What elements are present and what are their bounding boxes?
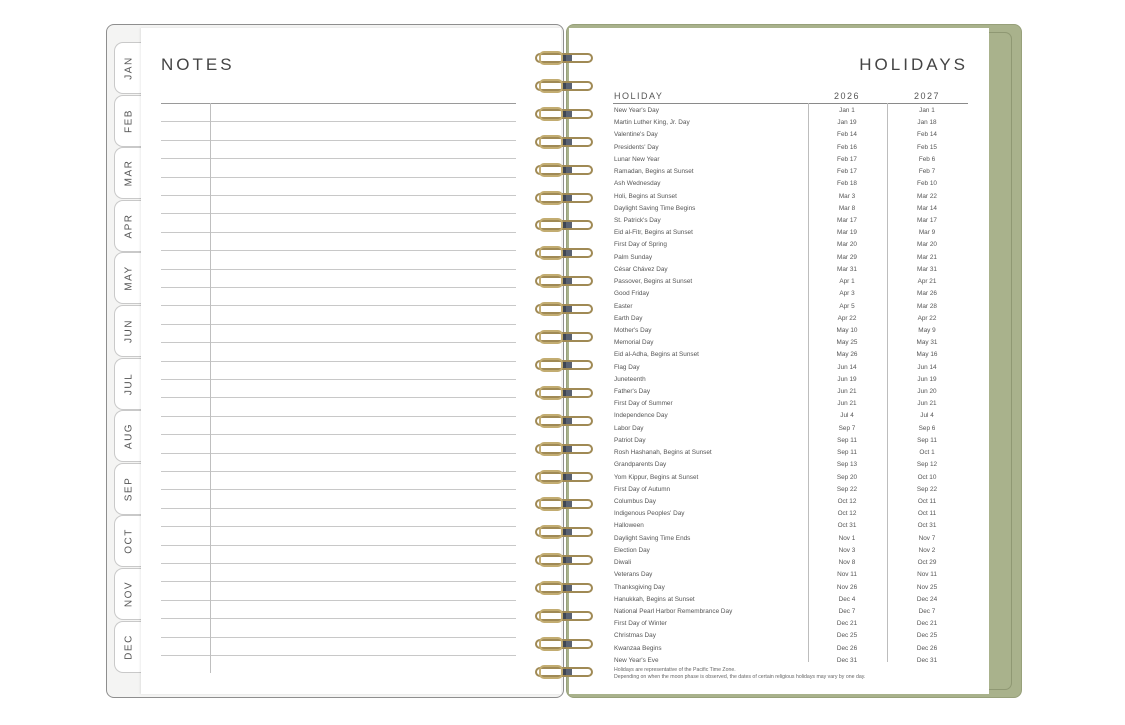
holiday-name: First Day of Spring	[614, 241, 667, 249]
ruled-line	[161, 471, 516, 472]
date-2027: Feb 15	[917, 143, 937, 151]
month-tab-may[interactable]	[114, 252, 142, 304]
holiday-row	[613, 264, 968, 276]
date-2027: Nov 11	[917, 571, 937, 579]
spiral-coil	[535, 191, 593, 205]
holiday-row	[613, 349, 968, 361]
holiday-name: First Day of Autumn	[614, 485, 671, 493]
spiral-coil	[535, 107, 593, 121]
holiday-name: Columbus Day	[614, 498, 656, 505]
date-2026: Apr 3	[839, 290, 855, 298]
ruled-line	[161, 655, 516, 656]
date-2027: Oct 11	[917, 498, 937, 505]
date-2027: Dec 31	[916, 656, 938, 664]
date-2027: May 31	[916, 339, 938, 347]
holiday-name: Halloween	[614, 522, 644, 530]
spiral-coil	[535, 386, 593, 400]
holiday-row	[613, 496, 968, 508]
ruled-line	[161, 545, 516, 546]
holiday-row	[613, 129, 968, 141]
month-tab-label: JUL	[123, 372, 134, 395]
holiday-row	[613, 459, 968, 471]
holiday-name: Yom Kippur, Begins at Sunset	[614, 473, 699, 481]
date-2027: Oct 11	[917, 510, 937, 518]
date-2027: Mar 21	[917, 253, 937, 261]
holiday-row	[613, 215, 968, 227]
holiday-row	[613, 301, 968, 313]
ruled-line	[161, 250, 516, 251]
date-2026: Nov 8	[838, 559, 856, 567]
holiday-name: Rosh Hashanah, Begins at Sunset	[614, 449, 712, 457]
holiday-row	[613, 643, 968, 655]
ruled-line	[161, 121, 516, 122]
date-2027: Apr 22	[917, 314, 937, 322]
holiday-row	[613, 557, 968, 569]
month-tab-jul[interactable]	[114, 358, 142, 410]
holiday-row	[613, 203, 968, 215]
date-2026: Jun 19	[837, 375, 857, 383]
month-tab-label: OCT	[123, 528, 134, 555]
date-2026: Oct 31	[837, 522, 857, 530]
holiday-row	[613, 472, 968, 484]
holiday-row	[613, 435, 968, 447]
date-2026: Dec 31	[836, 656, 858, 664]
holiday-row	[613, 288, 968, 300]
date-2027: Sep 22	[916, 485, 938, 493]
header-rule	[613, 103, 968, 104]
spiral-coil	[535, 609, 593, 623]
holiday-row	[613, 533, 968, 545]
date-2027: Mar 20	[917, 241, 937, 249]
holiday-row	[613, 166, 968, 178]
date-2026: Mar 19	[837, 229, 857, 237]
month-tab-dec[interactable]	[114, 621, 142, 673]
spiral-coil	[535, 135, 593, 149]
holiday-name: Juneteenth	[614, 375, 646, 383]
spiral-coil	[535, 79, 593, 93]
date-2027: Mar 14	[917, 204, 937, 212]
holiday-row	[613, 178, 968, 190]
holiday-row	[613, 582, 968, 594]
holiday-name: Holi, Begins at Sunset	[614, 192, 677, 200]
holiday-name: Election Day	[614, 546, 650, 554]
holiday-name: Indigenous Peoples' Day	[614, 510, 685, 518]
holiday-name: National Pearl Harbor Remembrance Day	[614, 607, 733, 615]
spiral-coil	[535, 274, 593, 288]
date-2027: Mar 22	[917, 192, 937, 200]
date-2026: Apr 1	[839, 278, 855, 286]
holiday-name: Passover, Begins at Sunset	[614, 278, 693, 286]
date-2027: Oct 31	[917, 522, 937, 530]
date-2026: Jun 21	[837, 388, 857, 396]
date-2027: Sep 11	[917, 436, 937, 444]
holiday-row	[613, 410, 968, 422]
date-2026: Jan 1	[839, 107, 855, 114]
date-2027: Dec 7	[918, 607, 936, 615]
holiday-row	[613, 252, 968, 264]
holiday-name: Veterans Day	[614, 571, 653, 579]
month-tab-label: DEC	[123, 633, 134, 660]
footnote	[614, 667, 974, 681]
column-header-2027: 2027	[913, 91, 941, 101]
month-tab-label: APR	[123, 213, 134, 239]
date-2026: Feb 14	[837, 131, 857, 139]
holiday-row	[613, 117, 968, 129]
date-2027: Nov 7	[918, 534, 936, 542]
ruled-line	[161, 232, 516, 233]
date-2027: Mar 9	[918, 229, 936, 237]
month-tab-apr[interactable]	[114, 200, 142, 252]
holiday-name: New Year's Day	[614, 107, 659, 114]
month-tab-feb[interactable]	[114, 95, 142, 147]
month-tab-label: AUG	[123, 423, 134, 450]
date-2027: Dec 25	[916, 632, 938, 640]
holiday-row	[613, 484, 968, 496]
holiday-row	[613, 508, 968, 520]
month-tab-label: SEP	[123, 476, 134, 502]
ruled-line	[161, 140, 516, 141]
month-tab-jun[interactable]	[114, 305, 142, 357]
footnote-line: Depending on when the moon phase is observed, the dates of certain religious holidays may vary by one day.	[614, 674, 866, 680]
spiral-coil	[535, 581, 593, 595]
ruled-line	[161, 508, 516, 509]
date-2027: Feb 14	[917, 131, 937, 139]
ruled-line	[161, 177, 516, 178]
date-2027: Jan 18	[917, 119, 937, 127]
ruled-line	[161, 581, 516, 582]
holiday-row	[613, 325, 968, 337]
holiday-name: Daylight Saving Time Ends	[614, 534, 691, 542]
date-2026: Sep 11	[837, 436, 857, 444]
holidays-title: HOLIDAYS	[859, 55, 968, 74]
date-2027: Nov 25	[916, 583, 938, 591]
holiday-name: Mother's Day	[614, 326, 652, 334]
holiday-name: Kwanzaa Begins	[614, 644, 662, 652]
holiday-row	[613, 520, 968, 532]
holiday-row	[613, 606, 968, 618]
spiral-coil	[535, 330, 593, 344]
holiday-row	[613, 545, 968, 557]
column-header-2026: 2026	[833, 91, 861, 101]
date-2026: Feb 16	[837, 143, 857, 151]
ruled-line	[161, 397, 516, 398]
date-2027: Sep 12	[916, 461, 938, 469]
date-2027: Mar 31	[917, 265, 937, 273]
holiday-name: Ash Wednesday	[614, 180, 661, 188]
date-2026: Jun 14	[837, 363, 857, 371]
ruled-line	[161, 324, 516, 325]
date-2026: Mar 8	[838, 204, 856, 212]
date-2027: Jun 20	[917, 388, 937, 396]
date-2027: Jun 14	[917, 363, 937, 371]
date-2027: Feb 10	[917, 180, 937, 188]
holiday-name: Thanksgiving Day	[614, 583, 665, 591]
date-2026: Dec 4	[838, 595, 856, 603]
date-2027: Mar 17	[917, 216, 937, 224]
month-tab-label: MAY	[123, 265, 134, 292]
ruled-line	[161, 453, 516, 454]
spiral-coil	[535, 525, 593, 539]
date-2026: May 10	[836, 326, 858, 334]
holiday-name: Diwali	[614, 559, 632, 567]
holiday-row	[613, 447, 968, 459]
holiday-name: Eid al-Adha, Begins at Sunset	[614, 351, 699, 359]
holiday-row	[613, 594, 968, 606]
holiday-row	[613, 630, 968, 642]
spiral-coil	[535, 302, 593, 316]
date-2027: Dec 24	[916, 595, 938, 603]
holiday-name: Grandparents Day	[614, 461, 667, 469]
date-2026: Jun 21	[837, 400, 857, 408]
date-2027: Oct 10	[917, 473, 937, 481]
date-2026: Nov 1	[838, 534, 856, 542]
holiday-row	[613, 227, 968, 239]
ruled-line	[161, 637, 516, 638]
holiday-name: New Year's Eve	[614, 656, 659, 664]
date-2026: Sep 7	[838, 424, 856, 432]
ruled-line	[161, 195, 516, 196]
month-tab-sep[interactable]	[114, 463, 142, 515]
spiral-coil	[535, 246, 593, 260]
date-2026: Mar 31	[837, 265, 857, 273]
column-header-holiday: HOLIDAY	[614, 91, 664, 101]
holiday-name: Easter	[614, 302, 633, 310]
ruled-line	[161, 379, 516, 380]
holiday-row	[613, 374, 968, 386]
date-2026: Mar 17	[837, 216, 857, 224]
holiday-name: Daylight Saving Time Begins	[614, 204, 696, 212]
holiday-name: Christmas Day	[614, 632, 656, 640]
holiday-row	[613, 337, 968, 349]
date-2027: Mar 26	[917, 290, 937, 298]
spiral-coil	[535, 553, 593, 567]
footnote-line: Holidays are representative of the Pacific Time Zone.	[614, 667, 736, 673]
month-tab-label: JAN	[123, 56, 134, 80]
date-2027: May 16	[916, 351, 938, 359]
date-2026: Nov 3	[838, 546, 856, 554]
date-2026: Dec 7	[838, 607, 856, 615]
date-2026: Jul 4	[840, 412, 854, 420]
date-2026: Sep 22	[836, 485, 858, 493]
ruled-line	[161, 600, 516, 601]
holiday-name: Father's Day	[614, 388, 651, 396]
holidays-table	[613, 105, 968, 667]
date-2027: Mar 28	[917, 302, 937, 310]
ruled-line	[161, 526, 516, 527]
holiday-row	[613, 618, 968, 630]
holiday-row	[613, 154, 968, 166]
holiday-name: Memorial Day	[614, 339, 654, 347]
date-2027: Jun 21	[917, 400, 937, 408]
date-2027: Nov 2	[918, 546, 936, 554]
spiral-coil	[535, 163, 593, 177]
ruled-line	[161, 342, 516, 343]
holiday-row	[613, 105, 968, 117]
holiday-row	[613, 655, 968, 667]
holiday-row	[613, 386, 968, 398]
date-2026: Apr 22	[837, 314, 857, 322]
month-tab-label: NOV	[123, 580, 134, 608]
holiday-row	[613, 569, 968, 581]
month-tab-label: MAR	[123, 159, 134, 187]
holiday-row	[613, 362, 968, 374]
holiday-name: Palm Sunday	[614, 253, 653, 261]
notes-title: NOTES	[161, 55, 235, 74]
date-2027: Apr 21	[917, 278, 937, 286]
holiday-name: Martin Luther King, Jr. Day	[614, 119, 690, 127]
holiday-name: Patriot Day	[614, 436, 646, 444]
holiday-name: Independence Day	[614, 412, 668, 420]
holiday-name: Valentine's Day	[614, 131, 658, 139]
date-2026: Dec 25	[836, 632, 858, 640]
date-2026: Feb 17	[837, 168, 857, 176]
month-tab-jan[interactable]	[114, 42, 142, 94]
date-2026: Feb 17	[837, 155, 857, 163]
holiday-name: Presidents' Day	[614, 143, 659, 151]
spiral-coil	[535, 358, 593, 372]
month-tab-label: JUN	[123, 319, 134, 343]
holiday-name: Ramadan, Begins at Sunset	[614, 168, 694, 176]
holiday-name: First Day of Winter	[614, 620, 667, 628]
spiral-coil	[535, 414, 593, 428]
spiral-coil	[535, 637, 593, 651]
holiday-name: Earth Day	[614, 314, 643, 322]
spiral-coil	[535, 470, 593, 484]
ruled-line	[161, 563, 516, 564]
cover-edge	[988, 32, 1012, 690]
date-2026: May 26	[836, 351, 858, 359]
date-2026: Dec 21	[836, 620, 858, 628]
ruled-line	[161, 269, 516, 270]
spiral-coil	[535, 665, 593, 679]
holiday-row	[613, 423, 968, 435]
holiday-name: St. Patrick's Day	[614, 216, 661, 224]
ruled-line	[161, 287, 516, 288]
holiday-name: César Chávez Day	[614, 265, 668, 273]
holiday-name: Hanukkah, Begins at Sunset	[614, 595, 695, 603]
spiral-coil	[535, 442, 593, 456]
holiday-row	[613, 191, 968, 203]
date-2027: Dec 21	[916, 620, 938, 628]
holiday-row	[613, 239, 968, 251]
date-2027: Jan 1	[919, 107, 935, 114]
month-tab-label: FEB	[123, 108, 134, 133]
date-2027: Feb 6	[918, 155, 936, 163]
date-2026: Nov 26	[836, 583, 858, 591]
holiday-name: Eid al-Fitr, Begins at Sunset	[614, 229, 693, 237]
ruled-line	[161, 158, 516, 159]
month-tab-nov[interactable]	[114, 568, 142, 620]
spiral-coil	[535, 218, 593, 232]
ruled-line	[161, 103, 516, 104]
ruled-line	[161, 361, 516, 362]
date-2027: Feb 7	[918, 168, 936, 176]
holiday-name: Flag Day	[614, 363, 640, 371]
holiday-row	[613, 398, 968, 410]
holiday-name: Labor Day	[614, 424, 644, 432]
ruled-line	[161, 213, 516, 214]
month-tab-oct[interactable]	[114, 515, 142, 567]
date-2026: Dec 26	[836, 644, 858, 652]
date-2026: Mar 29	[837, 253, 857, 261]
month-tab-aug[interactable]	[114, 410, 142, 462]
holiday-row	[613, 142, 968, 154]
holiday-row	[613, 313, 968, 325]
spiral-coil	[535, 497, 593, 511]
date-2027: Jul 4	[920, 412, 934, 420]
date-2026: May 25	[836, 339, 858, 347]
ruled-line	[161, 416, 516, 417]
date-2027: Oct 1	[919, 449, 935, 457]
date-2027: Jun 19	[917, 375, 937, 383]
ruled-line	[161, 489, 516, 490]
date-2027: May 9	[918, 326, 936, 334]
date-2027: Sep 6	[918, 424, 936, 432]
date-2026: Sep 11	[837, 449, 857, 457]
date-2027: Oct 29	[917, 559, 937, 567]
ruled-line	[161, 434, 516, 435]
ruled-line	[161, 618, 516, 619]
date-2026: Feb 18	[837, 180, 857, 188]
date-2026: Sep 13	[836, 461, 858, 469]
date-2026: Nov 11	[837, 571, 857, 579]
date-2026: Jan 19	[837, 119, 857, 127]
holiday-name: Lunar New Year	[614, 155, 660, 163]
date-2026: Mar 20	[837, 241, 857, 249]
notes-margin-line	[210, 103, 211, 673]
date-2026: Oct 12	[837, 498, 857, 505]
spiral-coil	[535, 51, 593, 65]
holiday-name: Good Friday	[614, 290, 650, 298]
date-2026: Mar 3	[838, 192, 856, 200]
notes-ruled-lines	[161, 103, 516, 673]
ruled-line	[161, 305, 516, 306]
date-2026: Oct 12	[837, 510, 857, 518]
date-2026: Sep 20	[836, 473, 858, 481]
date-2026: Apr 5	[839, 302, 855, 310]
holiday-row	[613, 276, 968, 288]
month-tab-mar[interactable]	[114, 147, 142, 199]
holiday-name: First Day of Summer	[614, 400, 673, 408]
date-2027: Dec 26	[916, 644, 938, 652]
